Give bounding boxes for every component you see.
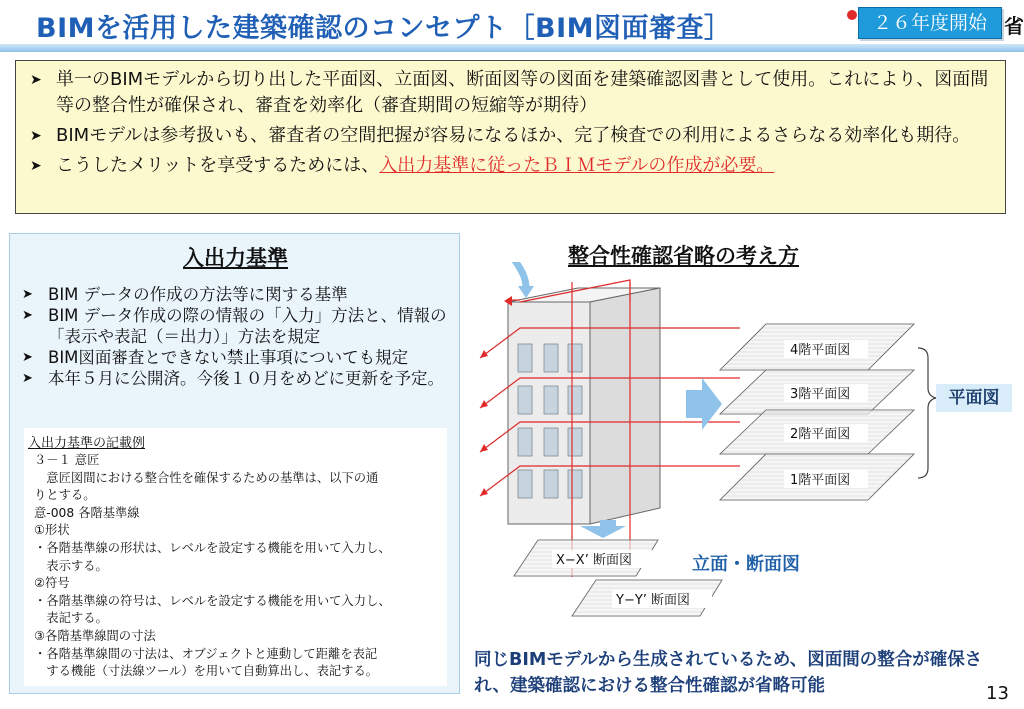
plan-group-brace bbox=[918, 348, 936, 478]
example-line: 意匠図間における整合性を確保するための基準は、以下の通 bbox=[34, 470, 379, 485]
example-title: 入出力基準の記載例 bbox=[28, 436, 146, 451]
arrow-bullet-icon: ➤ bbox=[22, 371, 33, 386]
floor-plan-1-label: 1階平面図 bbox=[790, 473, 851, 488]
curved-arrow-icon bbox=[512, 262, 526, 288]
bim-consistency-diagram bbox=[460, 262, 1024, 642]
list-item-text: BIM データの作成の方法等に関する基準 bbox=[48, 285, 348, 304]
arrow-bullet-icon: ➤ bbox=[30, 158, 42, 174]
example-line: りとする。 bbox=[34, 488, 96, 503]
arrow-bullet-icon: ➤ bbox=[22, 287, 33, 302]
floor-plan-3-label: 3階平面図 bbox=[790, 387, 851, 402]
section-yy-label: Y−Y’ 断面図 bbox=[616, 593, 691, 608]
example-line: 表記する。 bbox=[34, 611, 108, 626]
summary-box bbox=[15, 60, 1006, 214]
arrow-bullet-icon: ➤ bbox=[22, 308, 33, 323]
example-line: 意-008 各階基準線 bbox=[34, 505, 140, 520]
red-dot-icon bbox=[847, 10, 857, 20]
start-year-badge: ２６年度開始 bbox=[858, 7, 1002, 39]
example-line: ・各階基準線の形状は、レベルを設定する機能を用いて入力し、 bbox=[34, 540, 391, 555]
list-item bbox=[22, 347, 452, 368]
page-number: 13 bbox=[986, 683, 1009, 704]
example-line: する機能（寸法線ツール）を用いて自動算出し、表記する。 bbox=[34, 664, 379, 679]
example-line: ①形状 bbox=[34, 523, 70, 538]
example-line: ②符号 bbox=[34, 576, 70, 591]
list-item bbox=[22, 284, 452, 305]
list-item-text: BIM データ作成の際の情報の「入力」方法と、情報の「表示や表記（＝出力）」方法を規定 bbox=[48, 306, 447, 346]
summary-bullet-2 bbox=[26, 123, 995, 149]
building-side-face bbox=[590, 288, 660, 524]
diagram-heading: 整合性確認省略の考え方 bbox=[568, 244, 799, 268]
list-item-text: BIM図面審査とできない禁止事項についても規定 bbox=[48, 348, 409, 367]
diagram-conclusion: 同じBIMモデルから生成されているため、図面間の整合が確保され、建築確認における整合性確認が省略可能 bbox=[474, 650, 983, 696]
summary-bullet-1 bbox=[26, 67, 995, 119]
arrow-bullet-icon: ➤ bbox=[30, 128, 42, 144]
title-underline-bar bbox=[0, 44, 1024, 52]
example-line: ３－１ 意匠 bbox=[34, 453, 100, 467]
section-xx-label: X−X’ 断面図 bbox=[556, 553, 632, 568]
example-line: ・各階基準線間の寸法は、オブジェクトと連動して距離を表記 bbox=[34, 646, 378, 661]
list-item bbox=[22, 305, 452, 347]
arrow-bullet-icon: ➤ bbox=[22, 350, 33, 365]
list-item bbox=[22, 368, 452, 389]
io-standards-heading: 入出力基準 bbox=[183, 246, 288, 270]
summary-bullet-text: こうしたメリットを享受するためには、 bbox=[56, 155, 380, 176]
curved-arrow-head-icon bbox=[518, 286, 534, 298]
list-item-text: 本年５月に公開済。今後１０月をめどに更新を予定。 bbox=[48, 369, 444, 388]
arrow-bullet-icon: ➤ bbox=[30, 72, 42, 88]
plan-group-label: 平面図 bbox=[936, 384, 1012, 412]
summary-bullet-3 bbox=[26, 153, 995, 179]
summary-bullet-text: BIMモデルは参考扱いも、審査者の空間把握が容易になるほか、完了検査での利用によるさらなる効率化も期待。 bbox=[56, 125, 971, 146]
io-standards-bullets bbox=[22, 284, 452, 389]
example-line: ・各階基準線の符号は、レベルを設定する機能を用いて入力し、 bbox=[34, 593, 391, 608]
example-body bbox=[34, 452, 446, 681]
floor-plan-2-label: 2階平面図 bbox=[790, 427, 851, 442]
io-standards-panel bbox=[9, 233, 460, 694]
standards-example-box bbox=[24, 428, 447, 686]
summary-bullet-text: 単一のBIMモデルから切り出した平面図、立面図、断面図等の図面を建築確認図書として使用。これにより、図面間等の整合性が確保され、審査を効率化（審査期間の短縮等が期待） bbox=[56, 69, 989, 116]
floor-plan-4-label: 4階平面図 bbox=[790, 343, 851, 358]
example-line: 表示する。 bbox=[34, 558, 108, 573]
ministry-logo-fragment: 省 bbox=[1004, 14, 1024, 38]
page-title: BIMを活用した建築確認のコンセプト［BIM図面審査］ bbox=[36, 13, 732, 44]
cut-arrow-heads bbox=[480, 350, 488, 496]
example-line: ③各階基準線間の寸法 bbox=[34, 628, 156, 643]
summary-highlight-text: 入出力基準に従ったＢＩＭモデルの作成が必要。 bbox=[379, 155, 775, 176]
elevation-section-label: 立面・断面図 bbox=[692, 554, 800, 575]
